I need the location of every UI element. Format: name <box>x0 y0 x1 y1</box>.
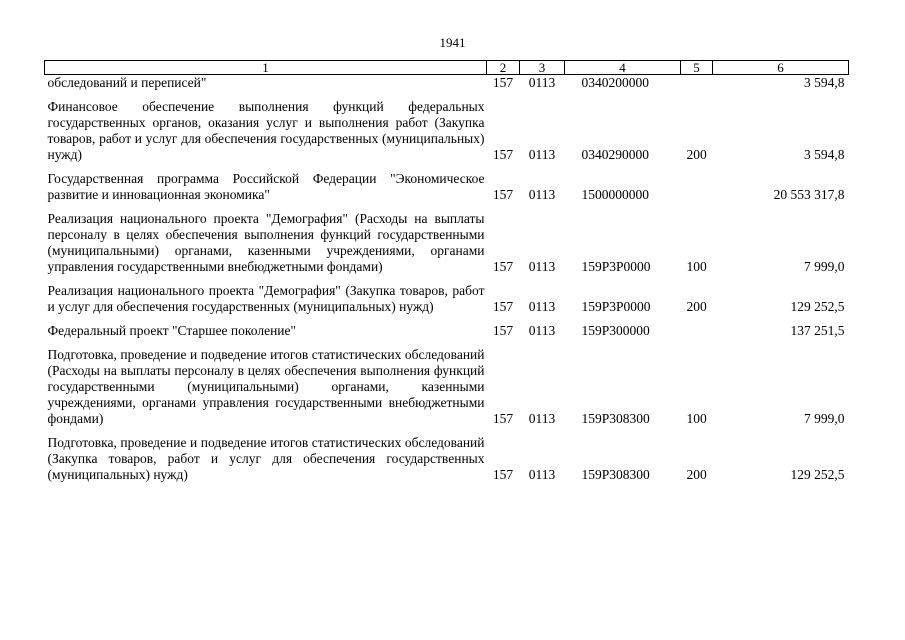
row-ministry-code: 157 <box>492 75 514 90</box>
page-number: 1941 <box>439 35 466 50</box>
table-row <box>45 75 849 92</box>
row-expense-type-code: 100 <box>686 259 707 274</box>
column-header-3: 3 <box>520 61 565 75</box>
row-ministry-code: 157 <box>492 467 514 482</box>
row-description: Реализация национального проекта "Демография" (Расходы на выплаты персоналу в целях обеспечения выполнения функций государственными (муниципальными) органами, казенными учреждениями, органами управления государственными внебюджетными фондами) <box>47 211 485 274</box>
table-row <box>45 99 849 163</box>
row-spacer <box>45 203 849 211</box>
row-expense-type-code: 100 <box>686 411 707 426</box>
row-expense-type-code <box>681 171 713 203</box>
table-row <box>45 435 849 483</box>
row-description: Подготовка, проведение и подведение итогов статистических обследований (Закупка товаров, работ и услуг для обеспечения государственных (муниципальных) нужд) <box>47 435 485 482</box>
row-section-code: 0113 <box>528 147 556 162</box>
table-row <box>45 171 849 203</box>
row-target-article-code: 159P308300 <box>581 467 650 482</box>
row-ministry-code: 157 <box>492 411 514 426</box>
row-target-article-code: 159P308300 <box>581 411 650 426</box>
row-section-code: 0113 <box>528 323 556 338</box>
column-header-row <box>45 61 849 75</box>
row-expense-type-code: 200 <box>686 147 707 162</box>
row-section-code: 0113 <box>528 259 556 274</box>
row-spacer <box>45 339 849 347</box>
row-description: Финансовое обеспечение выполнения функций федеральных государственных органов, оказания услуг и выполнения работ (Закупка товаров, работ и услуг для обеспечения государственных (муниципальных) нужд) <box>47 99 485 162</box>
row-section-code: 0113 <box>528 467 556 482</box>
row-spacer <box>45 91 849 99</box>
row-section-code: 0113 <box>528 299 556 314</box>
row-description: обследований и переписей" <box>47 75 207 90</box>
row-spacer <box>45 163 849 171</box>
budget-table <box>44 60 849 483</box>
row-amount: 3 594,8 <box>804 147 845 162</box>
row-amount: 129 252,5 <box>790 467 845 482</box>
row-ministry-code: 157 <box>492 187 514 202</box>
row-amount: 7 999,0 <box>804 411 845 426</box>
row-expense-type-code <box>681 323 713 339</box>
row-target-article-code: 159P3P0000 <box>581 299 651 314</box>
row-expense-type-code: 200 <box>686 467 707 482</box>
row-target-article-code: 1500000000 <box>581 187 649 202</box>
column-header-5: 5 <box>681 61 713 75</box>
row-description: Федеральный проект "Старшее поколение" <box>47 323 297 338</box>
row-section-code: 0113 <box>528 411 556 426</box>
row-expense-type-code <box>681 75 713 92</box>
column-header-1: 1 <box>45 61 487 75</box>
table-row <box>45 283 849 315</box>
row-amount: 7 999,0 <box>804 259 845 274</box>
row-target-article-code: 159P300000 <box>581 323 650 338</box>
row-ministry-code: 157 <box>492 147 514 162</box>
row-ministry-code: 157 <box>492 299 514 314</box>
table-row <box>45 347 849 427</box>
row-section-code: 0113 <box>528 75 556 90</box>
row-amount: 20 553 317,8 <box>773 187 845 202</box>
row-expense-type-code: 200 <box>686 299 707 314</box>
row-target-article-code: 0340200000 <box>581 75 649 90</box>
row-spacer <box>45 427 849 435</box>
row-description: Реализация национального проекта "Демография" (Закупка товаров, работ и услуг для обеспечения государственных (муниципальных) нужд) <box>47 283 485 314</box>
row-ministry-code: 157 <box>492 259 514 274</box>
column-header-2: 2 <box>487 61 520 75</box>
column-header-6: 6 <box>713 61 849 75</box>
row-target-article-code: 159P3P0000 <box>581 259 651 274</box>
row-description: Государственная программа Российской Федерации "Экономическое развитие и инновационная экономика" <box>47 171 485 202</box>
row-section-code: 0113 <box>528 187 556 202</box>
row-target-article-code: 0340290000 <box>581 147 649 162</box>
row-description: Подготовка, проведение и подведение итогов статистических обследований (Расходы на выплаты персоналу в целях обеспечения выполнения функций государственными (муниципальными) органами, казенными учреждениями, органами управления государственными внебюджетными фондами) <box>47 347 485 426</box>
row-spacer <box>45 315 849 323</box>
row-ministry-code: 157 <box>492 323 514 338</box>
row-amount: 129 252,5 <box>790 299 845 314</box>
table-row <box>45 211 849 275</box>
row-spacer <box>45 275 849 283</box>
row-amount: 3 594,8 <box>804 75 845 90</box>
row-amount: 137 251,5 <box>790 323 845 338</box>
column-header-4: 4 <box>565 61 681 75</box>
table-row <box>45 323 849 339</box>
